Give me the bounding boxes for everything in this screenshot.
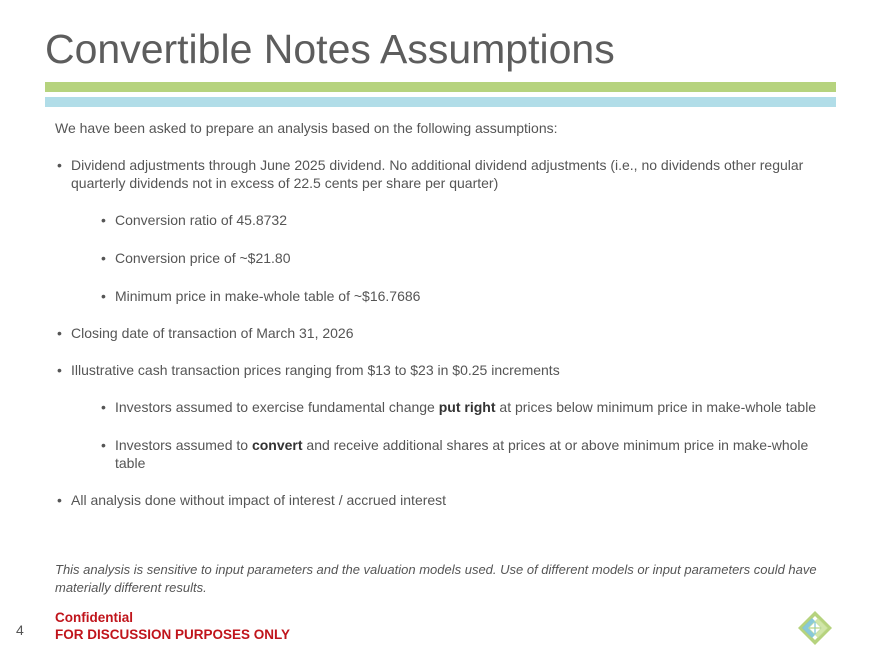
bullet-text-post: and receive additional shares at prices at or above minimum price in make-whole table [115,437,809,471]
bullet-dividend-adjustments [55,156,825,192]
bullet-marker: • [101,250,106,266]
confidential-text: Confidential [55,610,133,625]
bullet-marker: • [57,325,62,341]
page-number: 4 [16,622,24,638]
bullet-text-emphasis: convert [251,437,303,453]
bullet-text: Minimum price in make-whole table of ~$16.7686 [115,288,421,304]
bullet-text: Conversion price of ~$21.80 [115,250,291,266]
sub-bullet-conversion-ratio [55,211,825,229]
bullet-marker: • [57,362,62,378]
bullet-interest [55,491,825,509]
bullet-marker: • [57,492,62,508]
bullet-text-pre: Investors assumed to exercise fundamental change [115,399,439,415]
discussion-purposes-text: FOR DISCUSSION PURPOSES ONLY [55,627,291,642]
bullet-closing-date [55,324,825,342]
page-title: Convertible Notes Assumptions [45,26,615,72]
title-rule-blue [45,97,836,107]
bullet-text: Illustrative cash transaction prices ranging from $13 to $23 in $0.25 increments [71,362,560,378]
sub-bullet-put-right [55,398,825,416]
bullet-marker: • [101,437,106,453]
bullet-marker: • [57,157,62,173]
bullet-text: All analysis done without impact of interest / accrued interest [71,492,447,508]
bullet-text-pre: Investors assumed to [115,437,252,453]
sub-bullet-conversion-price [55,249,825,267]
bullet-text-post: at prices below minimum price in make-whole table [495,399,817,415]
intro-text: We have been asked to prepare an analysis based on the following assumptions: [55,120,558,136]
assumptions-body [55,119,825,509]
title-rule-green [45,82,836,92]
confidential-label [55,609,290,643]
bullet-text: Closing date of transaction of March 31, 2026 [71,325,354,341]
disclaimer-note: This analysis is sensitive to input parameters and the valuation models used. Use of different models or input parameters could have materially different results. [55,562,817,595]
bullet-marker: • [101,399,106,415]
bullet-marker: • [101,288,106,304]
diamond-logo-icon [795,610,835,646]
sub-bullet-convert [55,436,825,472]
bullet-transaction-prices [55,361,825,379]
bullet-text: Conversion ratio of 45.8732 [115,212,287,228]
bullet-text: Dividend adjustments through June 2025 dividend. No additional dividend adjustments (i.e., no dividends other regular quarterly dividends not in excess of 22.5 cents per share per quarter) [71,157,804,191]
sub-bullet-minimum-price [55,287,825,305]
bullet-text-emphasis: put right [438,399,496,415]
bullet-marker: • [101,212,106,228]
